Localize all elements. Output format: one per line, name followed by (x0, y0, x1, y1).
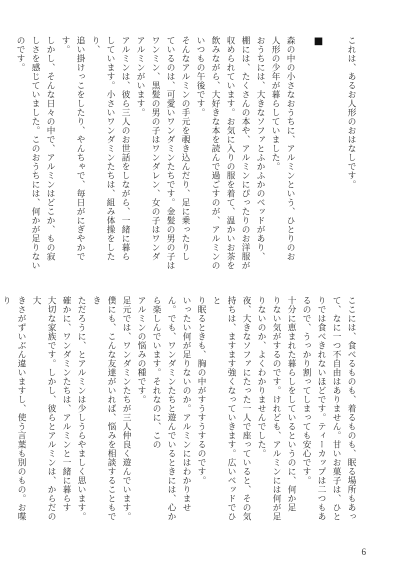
upper-text-line: 森の中の小さなおうちに、アルミンという、ひとりのお (285, 36, 295, 261)
lower-text-block (1, 296, 358, 526)
page-number: 6 (361, 547, 366, 557)
lower-text-line: りでは食べきれないほどです。ティーカップは二つもあ (316, 296, 326, 521)
lower-text-line: 夜、大きなソファにたった一人で座っていると、その気 (241, 296, 251, 521)
upper-text-line: アルミンがいます。 (135, 36, 145, 117)
document-title: これは、あるお人形のおはなしです。 (346, 36, 356, 189)
upper-text-line: 飲みながら、大好きな本を読んで過ごすのが、アルミンの (210, 36, 220, 270)
lower-text-line: ここには、食べるものも、着るものも、眠る場所もあっ (346, 296, 356, 521)
upper-text-line: しかし、そんな日々の中で、アルミンはどこか、もの寂 (45, 36, 55, 261)
lower-text-line: 十分に恵まれた暮らしをしているというのに、何か足 (286, 296, 296, 512)
lower-text-line: 足元では、ワンダミンたちが三人仲良く遊んでいます。 (121, 296, 131, 521)
upper-text-line: おうちには、大きなソファとふかふかのベッドがあり、 (255, 36, 265, 261)
lower-text-line: 確かに、ワンダミンたちは、アルミンと一緒に暮らす (61, 296, 71, 512)
lower-text-line: いったい何が足りないのか。アルミンにはわかりませ (181, 296, 191, 512)
upper-text-line: しています。小さいワンダミンたちは、組み体操をしたり、 (90, 36, 115, 261)
upper-text-line: いつもの午後です。 (195, 36, 205, 117)
lower-text-line: 大切な家族です。しかし、彼らとアルミンは、からだの大 (31, 296, 56, 521)
upper-text-line: 棚には、たくさんの本や、アルミンにぴったりのお洋服が (240, 36, 250, 270)
upper-text-line: アルミンは、彼ら三人のお世話をしながら、一緒に暮ら (120, 36, 130, 261)
lower-text-line: きさがずいぶん違いますし、使う言葉も別のもの。お喋り (1, 296, 26, 521)
upper-text-line: ているのは、可愛いワンダミンたちです。金髪の男の子は (165, 36, 175, 270)
lower-text-line: ら楽しんでいます。それなのに、この (151, 296, 161, 449)
upper-text-line: す。 (60, 36, 70, 54)
lower-text-line: アルミンの悩みの種です。 (136, 296, 146, 404)
upper-text-line: のです。 (15, 36, 25, 72)
upper-text-line: 追い掛けっこをしたり、やんちゃで、毎日がにぎやかで (75, 36, 85, 261)
upper-text-block (15, 36, 358, 278)
lower-text-line: りないのか、よくわかりませんでした。 (256, 296, 266, 458)
lower-text-line: 僕にも、こんな友達がいれば、悩みを相談することもでき (91, 296, 116, 521)
section-mark: ■ (313, 36, 324, 48)
lower-text-line: りない気がするのです。けれども、アルミンには何が足 (271, 296, 281, 521)
upper-text-line: ワンミン、黒髪の男の子はワンダレン、女の子はワンダ (150, 36, 160, 261)
lower-text-line: 持ちは、ますます強くなっていきます。広いベッドでひと (211, 296, 236, 521)
upper-text-line: 収められています。お気に入りの服を着て、温かいお茶を (225, 36, 235, 270)
lower-text-line: ん。でも、ワンダミンたちと遊んでいるときには、心か (166, 296, 176, 521)
lower-text-line: るので、うっかり割ってしまっても安心です。 (301, 296, 311, 485)
upper-text-line: 人形の少年が暮らしていました。 (270, 36, 280, 171)
lower-text-line: ただろうに、とアルミンは少しうらやましく思います。 (76, 296, 86, 521)
lower-text-line: て、なに一つ不自由はありません。甘いお菓子は、ひと (331, 296, 341, 521)
lower-text-line: り眠るときも、胸の中がすうすうするのです。 (196, 296, 206, 485)
upper-text-line: そんなアルミンの手元を覗き込んだり、足に乗ったりし (180, 36, 190, 261)
upper-text-line: しさを感じていました。このおうちには、何かが足りない (30, 36, 40, 270)
